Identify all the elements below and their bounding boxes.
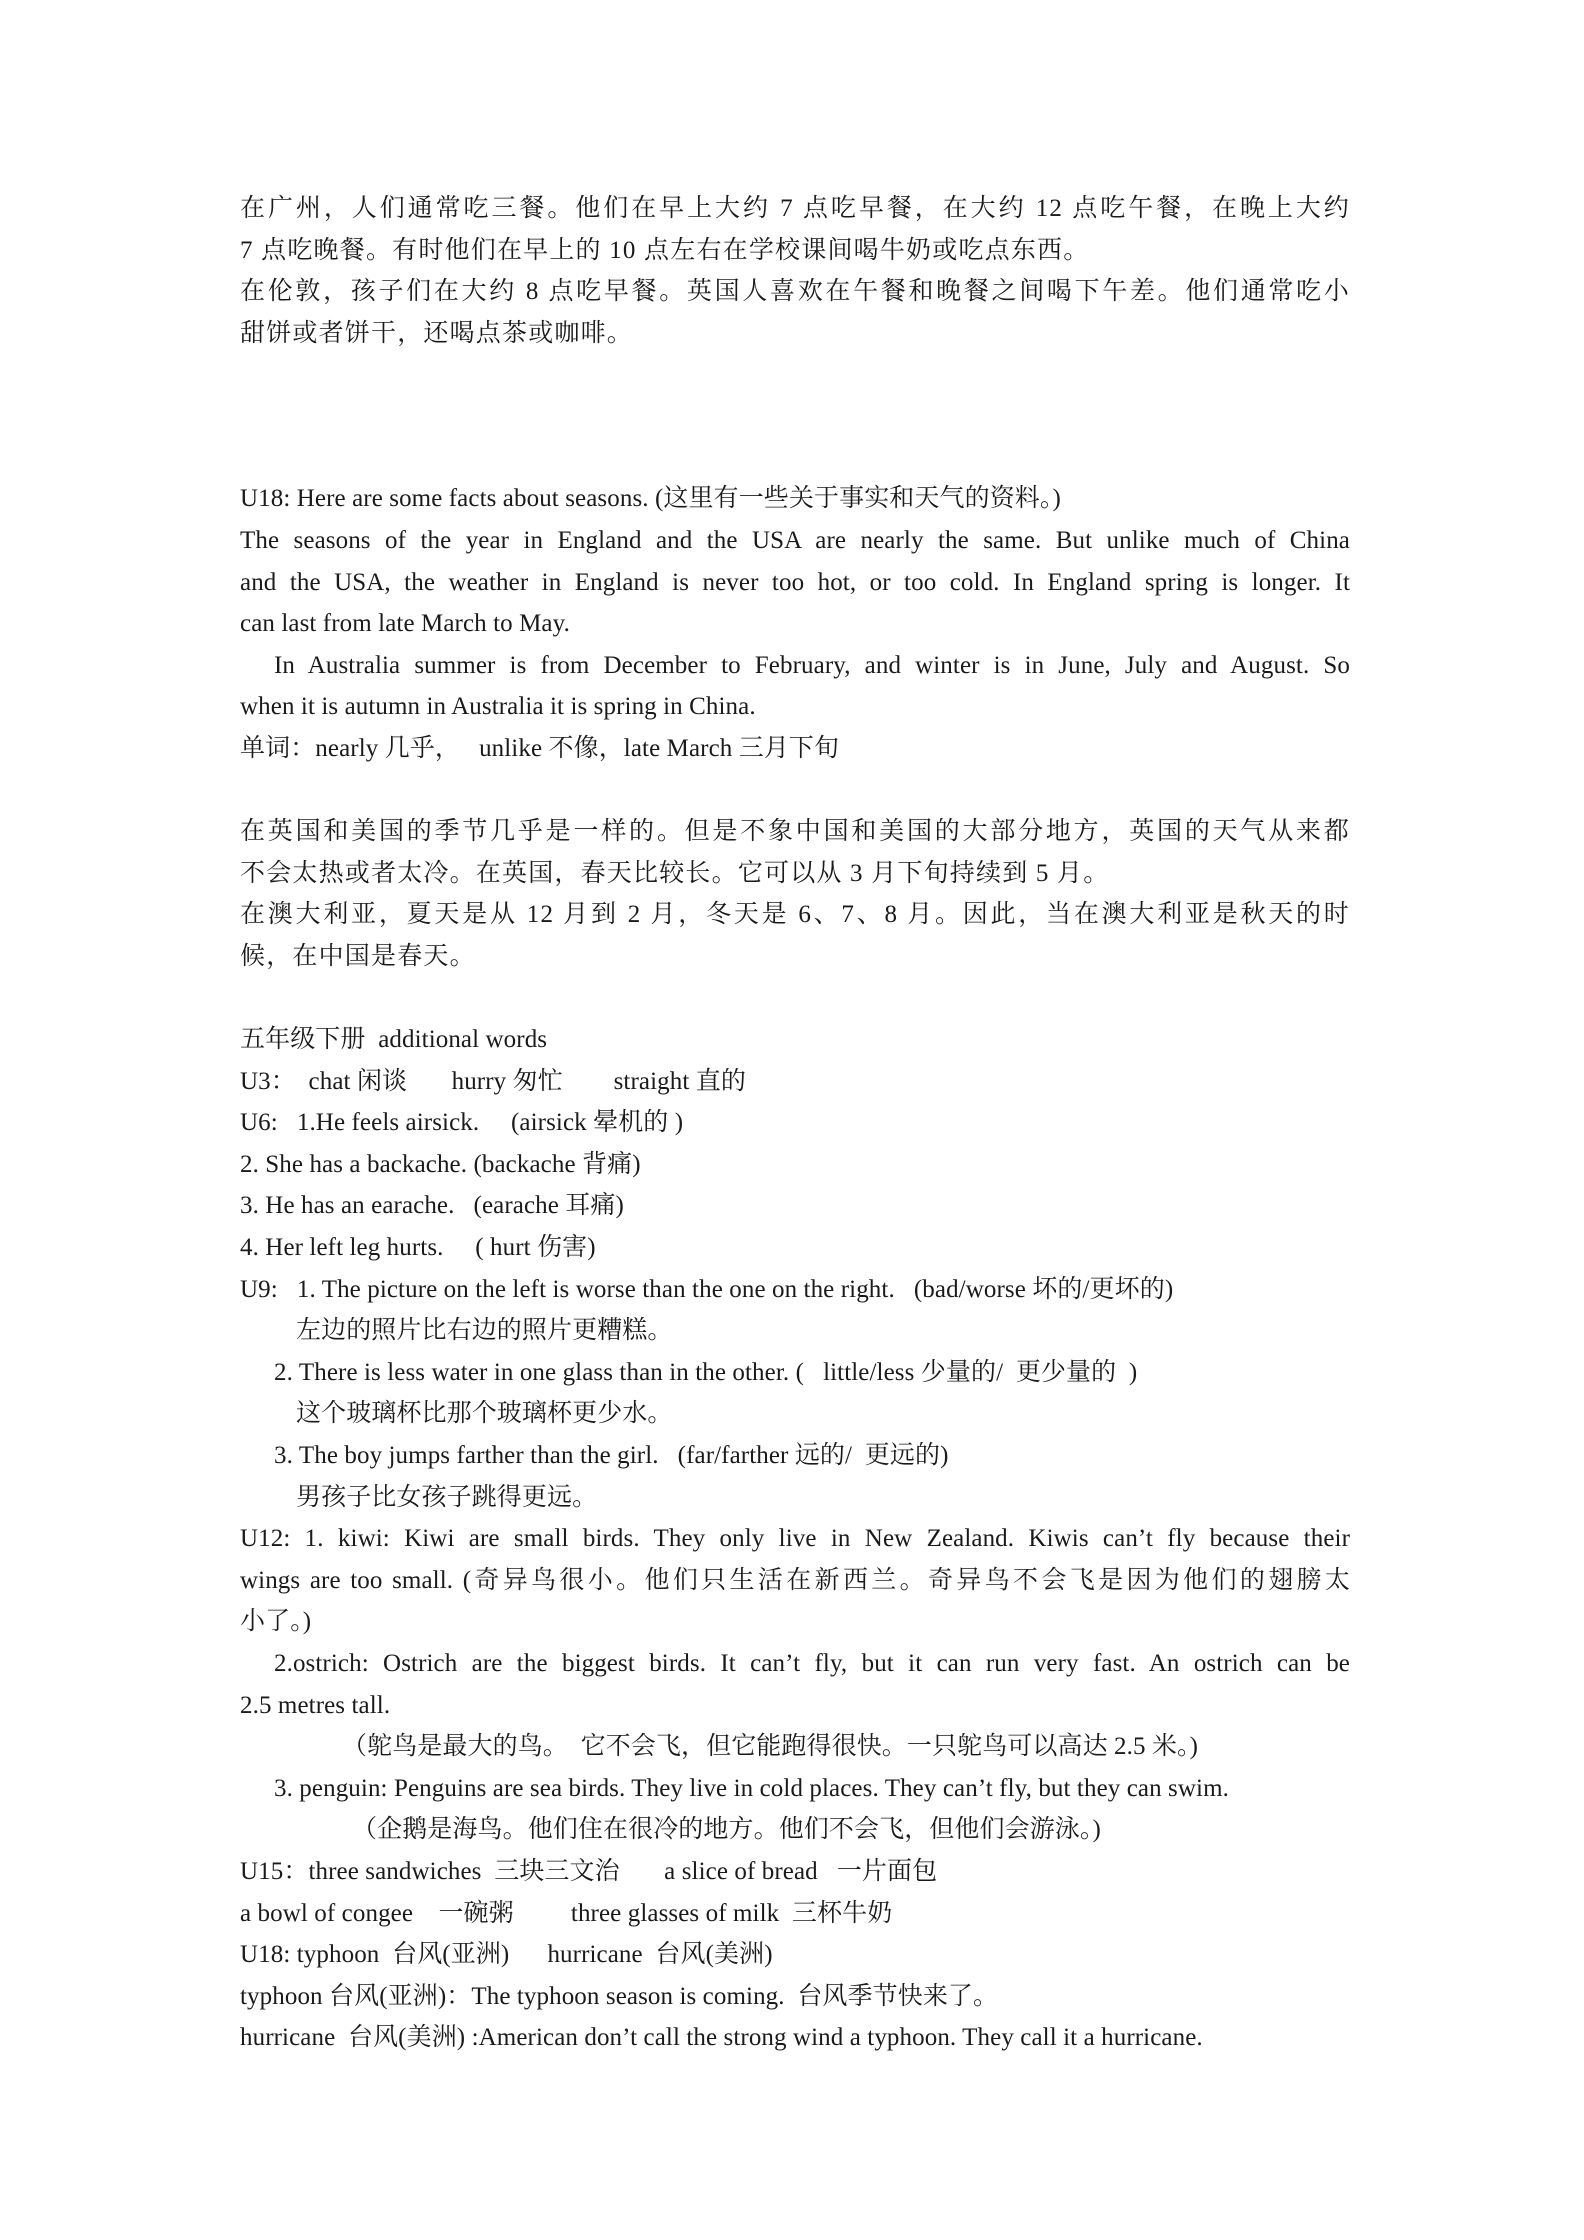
text-line: In Australia summer is from December to February, and winter is in June, July and August. So [274, 651, 1350, 679]
unit-u9-line: 这个玻璃杯比那个玻璃杯更少水。 [296, 1400, 673, 1428]
unit-u9-line: 2. There is less water in one glass than in the other. ( little/less 少量的/ 更少量的 ) [274, 1358, 1138, 1386]
section-heading: U18: Here are some facts about seasons. (这里有一些关于事实和天气的资料。) [240, 485, 1061, 513]
additional-words-section [240, 1019, 1350, 2059]
text-line: when it is autumn in Australia it is spring in China. [240, 693, 756, 721]
unit-u12-line: wings are too small. (奇异鸟很小。他们只生活在新西兰。奇异鸟不会飞是因为他们的翅膀太 [240, 1566, 1350, 1594]
unit-u15-line: a bowl of congee 一碗粥 three glasses of milk 三杯牛奶 [240, 1899, 893, 1927]
spacer [240, 770, 1350, 812]
text-line: 候，在中国是春天。 [240, 942, 476, 970]
unit-u6-line: 3. He has an earache. (earache 耳痛) [240, 1192, 624, 1220]
text-line: 甜饼或者饼干，还喝点茶或咖啡。 [240, 319, 634, 347]
spacer [240, 354, 1350, 478]
unit-u9-line: 左边的照片比右边的照片更糟糕。 [296, 1317, 673, 1345]
unit-u3: U3： chat 闲谈 hurry 匆忙 straight 直的 [240, 1067, 746, 1095]
unit-u18-line: U18: typhoon 台风(亚洲) hurricane 台风(美洲) [240, 1941, 773, 1969]
section-title: 五年级下册 additional words [240, 1026, 548, 1054]
text-line: and the USA, the weather in England is never too hot, or too cold. In England spring is longer. It [240, 568, 1350, 596]
unit-u12-line: 2.5 metres tall. [240, 1691, 391, 1719]
meals-paragraph [240, 188, 1350, 354]
unit-u12-line: 2.ostrich: Ostrich are the biggest birds. It can’t fly, but it can run very fast. An ostrich can be [274, 1650, 1350, 1677]
unit-u9-line: 3. The boy jumps farther than the girl. (far/farther 远的/ 更远的) [274, 1442, 949, 1470]
unit-u12-line: 3. penguin: Penguins are sea birds. They live in cold places. They can’t fly, but they can swim. [274, 1774, 1229, 1802]
unit-u6-line: 4. Her left leg hurts. ( hurt 伤害) [240, 1234, 596, 1262]
text-line: 不会太热或者太冷。在英国，春天比较长。它可以从 3 月下旬持续到 5 月。 [240, 859, 1110, 887]
document-page [240, 188, 1350, 2059]
text-line: 在伦敦，孩子们在大约 8 点吃早餐。英国人喜欢在午餐和晚餐之间喝下午差。他们通常吃小 [240, 278, 1350, 306]
text-line: can last from late March to May. [240, 610, 570, 638]
text-line: 在澳大利亚，夏天是从 12 月到 2 月，冬天是 6、7、8 月。因此，当在澳大利亚是秋天的时 [240, 901, 1350, 929]
unit-u12-line: （企鹅是海鸟。他们住在很冷的地方。他们不会飞，但他们会游泳。) [352, 1816, 1101, 1844]
text-line: The seasons of the year in England and the USA are nearly the same. But unlike much of China [240, 526, 1350, 554]
unit-u6-line: 2. She has a backache. (backache 背痛) [240, 1150, 641, 1178]
spacer [240, 978, 1350, 1020]
unit-u6-line: U6: 1.He feels airsick. (airsick 晕机的 ) [240, 1109, 684, 1137]
text-line: 在英国和美国的季节几乎是一样的。但是不象中国和美国的大部分地方，英国的天气从来都 [240, 818, 1350, 846]
unit-u12-line: U12: 1. kiwi: Kiwi are small birds. They only live in New Zealand. Kiwis can’t fly because their [240, 1525, 1350, 1553]
unit-u18-line: typhoon 台风(亚洲)：The typhoon season is coming. 台风季节快来了。 [240, 1982, 999, 2010]
unit-u9-line: 男孩子比女孩子跳得更远。 [296, 1483, 598, 1511]
text-line: 7 点吃晚餐。有时他们在早上的 10 点左右在学校课间喝牛奶或吃点东西。 [240, 236, 1090, 264]
vocabulary-line: 单词：nearly 几乎， unlike 不像，late March 三月下旬 [240, 734, 840, 762]
seasons-translation [240, 811, 1350, 977]
seasons-section [240, 478, 1350, 769]
unit-u12-line: 小了。) [240, 1608, 312, 1636]
unit-u9-line: U9: 1. The picture on the left is worse than the one on the right. (bad/worse 坏的/更坏的) [240, 1275, 1174, 1303]
text-line: 在广州，人们通常吃三餐。他们在早上大约 7 点吃早餐，在大约 12 点吃午餐，在晚上大约 [240, 195, 1350, 222]
unit-u18-line: hurricane 台风(美洲) :American don’t call the strong wind a typhoon. They call it a hurricane. [240, 2024, 1203, 2052]
unit-u12-line: （鸵鸟是最大的鸟。 它不会飞，但它能跑得很快。一只鸵鸟可以高达 2.5 米。) [342, 1733, 1199, 1761]
unit-u15-line: U15：three sandwiches 三块三文治 a slice of bread 一片面包 [240, 1857, 938, 1885]
